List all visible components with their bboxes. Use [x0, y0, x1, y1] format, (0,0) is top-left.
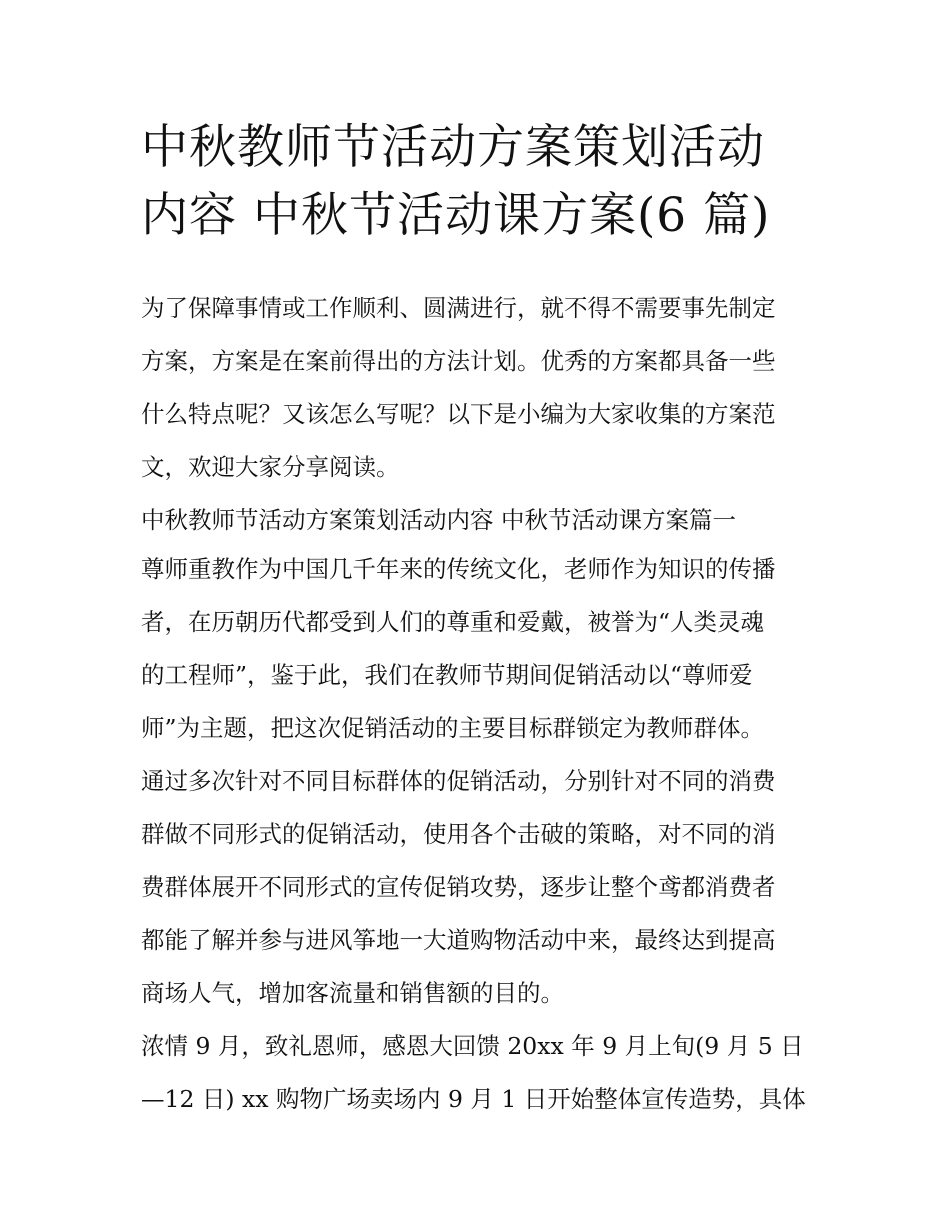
- text-line: 尊师重教作为中国几千年来的传统文化，老师作为知识的传播: [141, 555, 776, 583]
- text-line: 商场人气，增加客流量和销售额的目的。: [141, 979, 564, 1007]
- body-paragraph: [141, 1020, 821, 1126]
- text-line: 费群体展开不同形式的宣传促销攻势，逐步让整个鸢都消费者: [141, 873, 776, 901]
- text-line: 群做不同形式的促销活动，使用各个击破的策略，对不同的消: [141, 820, 776, 848]
- text-line: 中秋教师节活动方案策划活动内容 中秋节活动课方案篇一: [141, 506, 736, 534]
- text-line: —12 日) xx 购物广场卖场内 9 月 1 日开始整体宣传造势，具体: [141, 1085, 806, 1113]
- text-line: 通过多次针对不同目标群体的促销活动，分别针对不同的消费: [141, 767, 776, 795]
- document-body: [141, 282, 821, 1126]
- text-line: 为了保障事情或工作顺利、圆满进行，就不得不需要事先制定: [141, 294, 776, 322]
- text-line: 文，欢迎大家分享阅读。: [141, 453, 400, 481]
- text-line: 的工程师”，鉴于此，我们在教师节期间促销活动以“尊师爱: [141, 661, 753, 689]
- title-line: 内容 中秋节活动课方案(6 篇): [141, 188, 771, 243]
- text-line: 浓情 9 月，致礼恩师，感恩大回馈 20xx 年 9 月上旬(9 月 5 日: [141, 1032, 804, 1060]
- title-line: 中秋教师节活动方案策划活动: [141, 120, 765, 175]
- intro-paragraph: [141, 282, 821, 494]
- text-line: 都能了解并参与进风筝地一大道购物活动中来，最终达到提高: [141, 926, 776, 954]
- text-line: 方案，方案是在案前得出的方法计划。优秀的方案都具备一些: [141, 347, 776, 375]
- body-paragraph: [141, 543, 821, 1020]
- text-line: 师”为主题，把这次促销活动的主要目标群锁定为教师群体。: [141, 714, 765, 742]
- text-line: 什么特点呢？又该怎么写呢？以下是小编为大家收集的方案范: [141, 400, 776, 428]
- section-heading: [141, 494, 821, 543]
- text-line: 者，在历朝历代都受到人们的尊重和爱戴，被誉为“人类灵魂: [141, 608, 765, 636]
- document-title: [141, 114, 821, 250]
